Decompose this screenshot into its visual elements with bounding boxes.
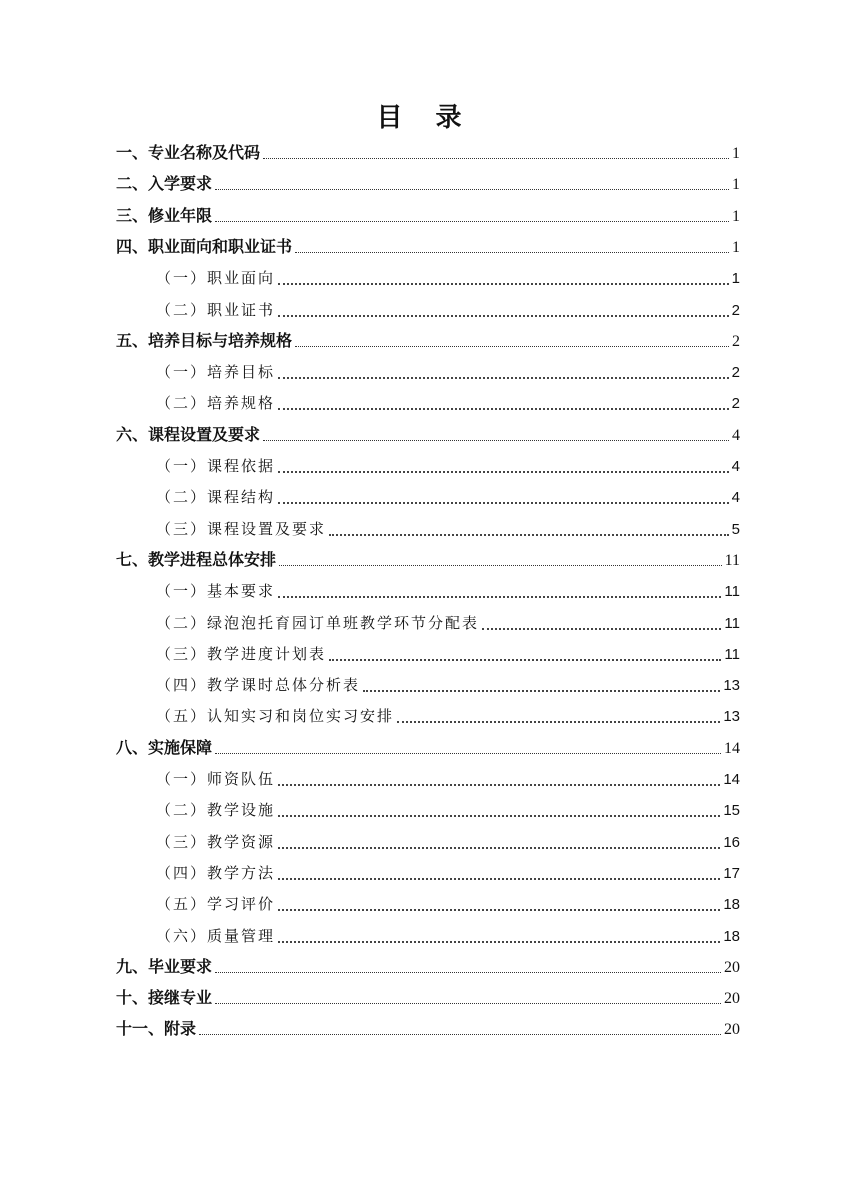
toc-page-number: 14 [724,739,740,757]
toc-entry-chapter[interactable] [116,545,740,575]
toc-entry-text: （四）教学课时总体分析表 [156,676,361,695]
toc-entry-text: （六）质量管理 [156,926,276,945]
toc-dot-leader [278,315,729,317]
toc-entry-section[interactable] [156,357,740,387]
toc-dot-leader [263,158,729,159]
toc-page-number: 2 [732,332,740,350]
toc-page-number: 5 [731,520,740,538]
toc-entry-section[interactable] [156,482,740,512]
toc-dot-leader [295,346,729,347]
toc-entry-section[interactable] [156,889,740,919]
toc-dot-leader [278,847,720,849]
toc-entry-chapter[interactable] [116,420,740,450]
toc-entry-text: 四、职业面向和职业证书 [116,236,293,256]
toc-entry-section[interactable] [156,827,740,857]
toc-entry-chapter[interactable] [116,983,740,1013]
toc-dot-leader [397,721,720,723]
toc-entry-section[interactable] [156,670,740,700]
toc-entry-text: 九、毕业要求 [116,956,213,976]
toc-page-number: 18 [723,927,740,945]
toc-dot-leader [278,502,729,504]
toc-page-number: 2 [731,364,740,382]
toc-entry-text: 八、实施保障 [116,737,213,757]
toc-page-number: 18 [723,896,740,914]
toc-entry-text: 一、专业名称及代码 [116,143,261,162]
toc-page-number: 1 [732,207,740,225]
toc-dot-leader [215,753,721,754]
toc-page-number: 4 [731,489,740,507]
toc-dot-leader [278,815,720,817]
toc-page-number: 1 [732,238,740,256]
toc-entry-chapter[interactable] [116,201,740,231]
toc-entry-text: （五）认知实习和岗位实习安排 [156,707,395,726]
toc-page-number: 4 [732,426,740,444]
toc-entry-text: 六、课程设置及要求 [116,424,261,444]
toc-dot-leader [278,878,720,880]
toc-entry-section[interactable] [156,795,740,825]
toc-entry-text: 三、修业年限 [116,205,213,225]
toc-entry-text: （三）教学进度计划表 [156,644,327,663]
toc-entry-section[interactable] [156,608,740,638]
toc-dot-leader [263,440,729,441]
toc-entry-text: 十一、附录 [116,1019,197,1039]
toc-dot-leader [278,941,720,943]
toc-page-number: 20 [724,958,740,976]
toc-entry-section[interactable] [156,921,740,951]
toc-entry-text: （五）学习评价 [156,895,276,914]
toc-dot-leader [278,909,720,911]
toc-entry-section[interactable] [156,639,740,669]
toc-entry-text: （四）教学方法 [156,863,276,882]
toc-entry-chapter[interactable] [116,232,740,262]
toc-page-number: 13 [723,708,740,726]
toc-entry-text: （一）培养目标 [156,363,276,382]
toc-entry-section[interactable] [156,295,740,325]
toc-dot-leader [215,221,729,222]
toc-page-number: 16 [723,833,740,851]
toc-page-number: 13 [723,677,740,695]
toc-entry-text: （一）职业面向 [156,269,276,288]
toc-entry-text: （二）培养规格 [156,394,276,413]
toc-dot-leader [363,690,720,692]
toc-entry-text: （一）师资队伍 [156,770,276,788]
toc-page-number: 2 [731,395,740,413]
toc-entry-text: （一）课程依据 [156,457,276,475]
toc-page-number: 4 [731,458,740,475]
toc-entry-section[interactable] [156,701,740,731]
toc-entry-chapter[interactable] [116,733,740,763]
toc-entry-text: 二、入学要求 [116,174,213,194]
toc-page-number: 2 [731,301,740,319]
toc-dot-leader [295,252,729,253]
toc-entry-text: （二）教学设施 [156,801,276,820]
toc-page-number: 1 [731,270,740,288]
toc-dot-leader [278,596,721,598]
toc-entry-section[interactable] [156,514,740,544]
toc-entry-section[interactable] [156,451,740,481]
toc-page-number: 11 [724,645,740,663]
toc-dot-leader [329,534,729,536]
toc-dot-leader [278,283,729,285]
toc-dot-leader [278,784,720,786]
toc-page-number: 1 [732,176,740,194]
toc-dot-leader [278,377,729,379]
toc-entry-text: （二）绿泡泡托育园订单班教学环节分配表 [156,613,480,632]
toc-title: 目 录 [376,103,474,133]
toc-entry-text: （二）课程结构 [156,488,276,507]
toc-dot-leader [278,408,729,410]
toc-page-number: 17 [723,864,740,882]
toc-entry-text: （三）课程设置及要求 [156,519,327,538]
toc-page-number: 14 [723,771,740,788]
toc-dot-leader [215,972,721,973]
toc-page-number: 11 [724,551,740,569]
toc-entry-text: 七、教学进程总体安排 [116,549,277,569]
toc-entry-chapter[interactable] [116,326,740,356]
toc-page-number: 20 [724,1021,740,1039]
toc-page-number: 11 [724,583,740,601]
toc-entry-section[interactable] [156,388,740,418]
toc-entry-section[interactable] [156,576,740,606]
toc-entry-text: 十、接继专业 [116,988,213,1008]
toc-entry-chapter[interactable] [116,138,740,168]
toc-entry-text: （三）教学资源 [156,832,276,851]
toc-page-number: 20 [724,990,740,1008]
toc-entry-text: （二）职业证书 [156,300,276,319]
toc-dot-leader [199,1034,721,1035]
toc-dot-leader [215,189,729,190]
toc-entry-chapter[interactable] [116,952,740,982]
toc-entry-text: （一）基本要求 [156,582,276,601]
toc-dot-leader [329,659,721,661]
toc-entry-chapter[interactable] [116,169,740,199]
toc-entry-section[interactable] [156,263,740,293]
toc-entry-text: 五、培养目标与培养规格 [116,330,293,350]
toc-page-number: 11 [724,614,740,632]
toc-page-number: 15 [723,802,740,820]
toc-entry-chapter[interactable] [116,1014,740,1044]
toc-dot-leader [215,1003,721,1004]
toc-entry-section[interactable] [156,764,740,794]
toc-dot-leader [482,628,721,630]
toc-page-number: 1 [732,145,740,162]
toc-dot-leader [278,471,729,473]
toc-dot-leader [279,565,722,566]
toc-entry-section[interactable] [156,858,740,888]
